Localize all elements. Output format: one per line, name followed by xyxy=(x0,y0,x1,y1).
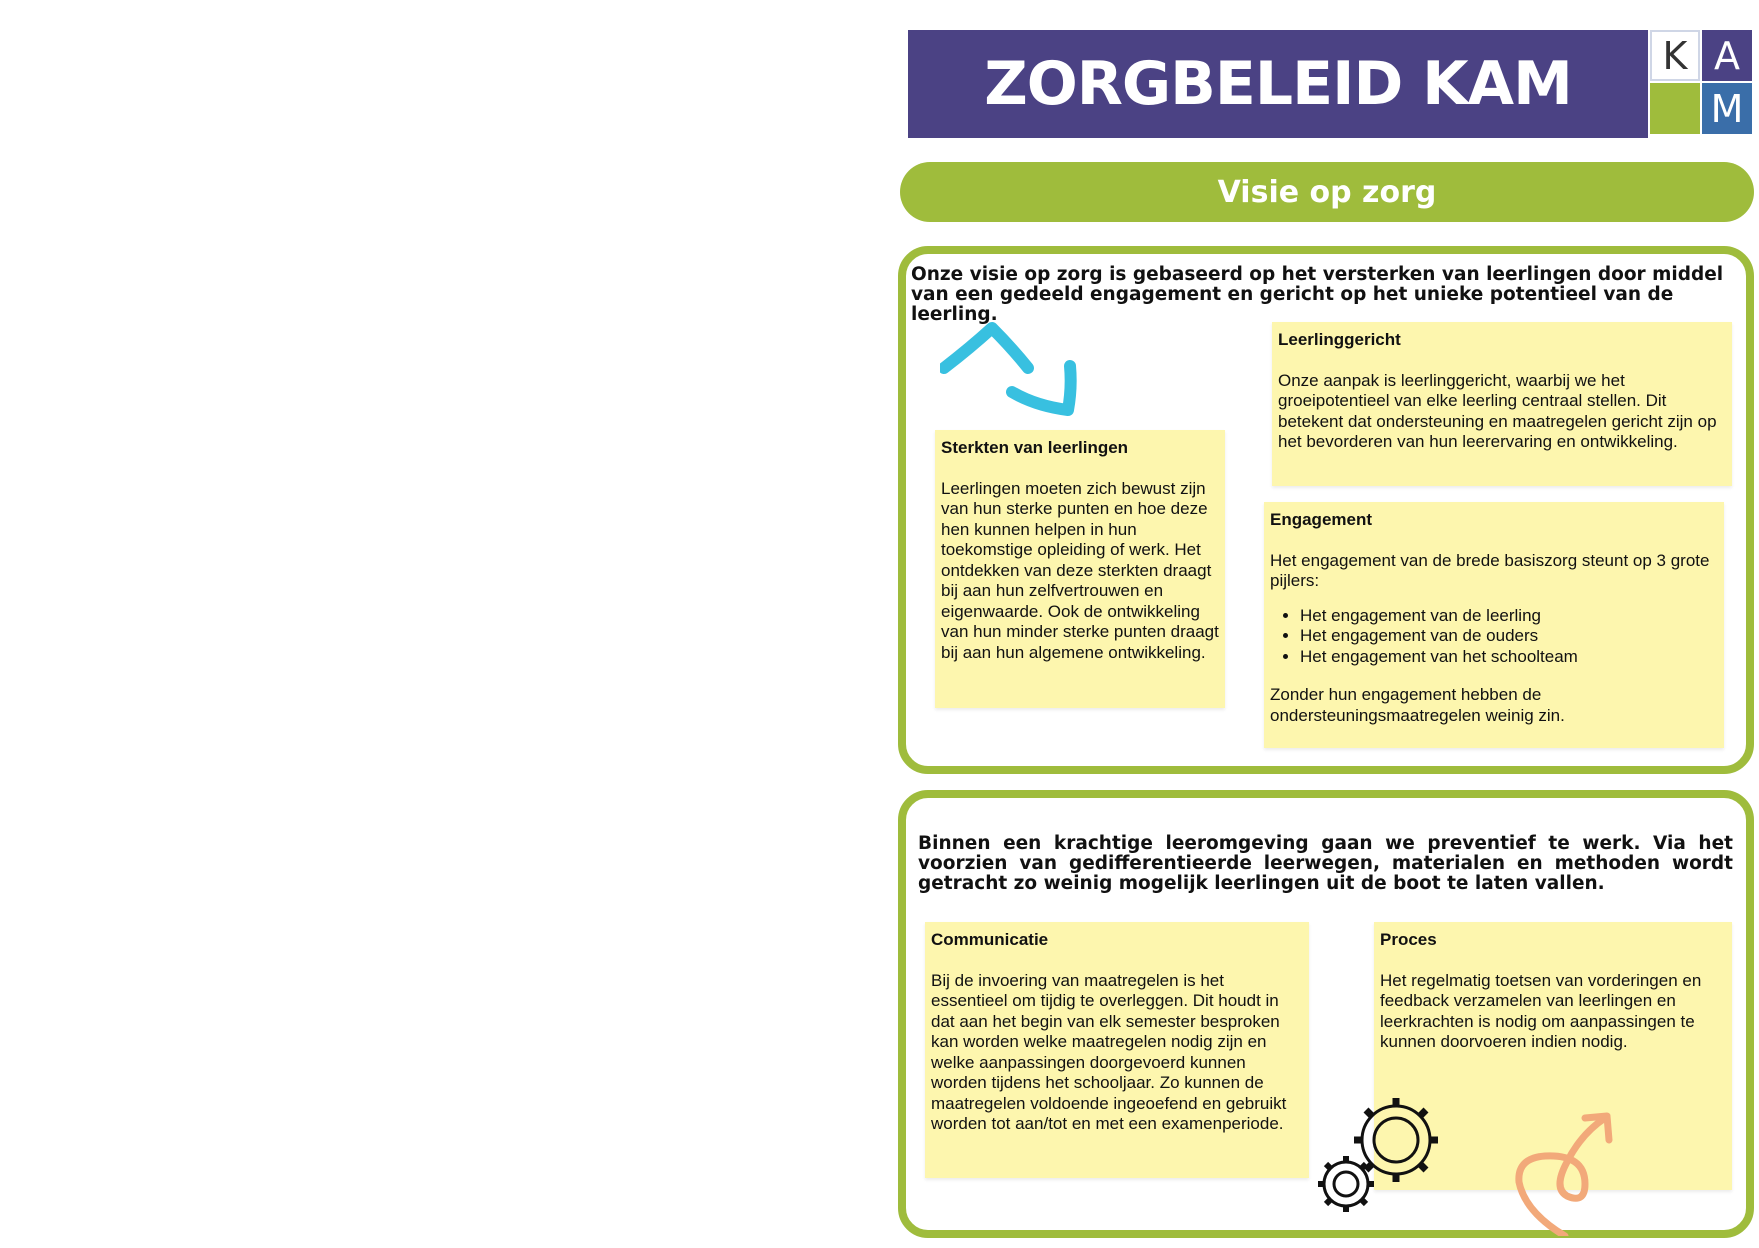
kam-logo xyxy=(1650,30,1754,136)
engagement-list xyxy=(1270,606,1718,668)
note-leerlinggericht-title: Leerlinggericht xyxy=(1278,330,1401,349)
section-title-pill xyxy=(900,162,1754,222)
logo-letter-k: K xyxy=(1650,30,1700,81)
section-title: Visie op zorg xyxy=(1217,174,1437,210)
note-engagement-lead: Het engagement van de brede basiszorg steunt op 3 grote pijlers: xyxy=(1270,550,1710,590)
note-leerlinggericht xyxy=(1272,322,1732,486)
note-proces-title: Proces xyxy=(1380,930,1437,949)
note-leerlinggericht-body: Onze aanpak is leerlinggericht, waarbij we het groeipotentieel van elke leerling centraal stellen. Dit betekent dat ondersteuning en maatregelen gericht zijn op het bevorderen van hun leerervaring en ontwikkeling. xyxy=(1278,370,1717,451)
note-engagement-closing: Zonder hun engagement hebben de ondersteuningsmaatregelen weinig zin. xyxy=(1270,685,1565,725)
note-engagement-title: Engagement xyxy=(1270,510,1373,529)
page-title: ZORGBELEID KAM xyxy=(984,49,1572,119)
cyan-arrow-icon xyxy=(940,318,1080,418)
note-communicatie xyxy=(925,922,1309,1178)
logo-green-block xyxy=(1650,83,1700,134)
gears-icon xyxy=(1310,1090,1450,1220)
logo-letter-m: M xyxy=(1702,83,1752,134)
visie-intro-text: Onze visie op zorg is gebaseerd op het versterken van leerlingen door middel van een gedeeld engagement en gericht op het unieke potentieel van de leerling. xyxy=(911,264,1724,325)
logo-letter-a: A xyxy=(1702,30,1752,81)
leeromgeving-intro-text: Binnen een krachtige leeromgeving gaan we preventief te werk. Via het voorzien van gedifferentieerde leerwegen, materialen en methoden wordt getracht zo weinig mogelijk leerlingen uit de boot te laten vallen. xyxy=(918,833,1733,894)
note-sterkten-body: Leerlingen moeten zich bewust zijn van hun sterke punten en hoe deze hen kunnen helpen in hun toekomstige opleiding of werk. Het ontdekken van deze sterkten draagt bij aan hun zelfvertrouwen en eigenwaarde. Ook de ontwikkeling van hun minder sterke punten draagt bij aan hun algemene ontwikkeling. xyxy=(941,478,1219,662)
list-item: • Het engagement van het schoolteam xyxy=(1300,647,1718,668)
note-sterkten xyxy=(935,430,1225,708)
list-item: • Het engagement van de leerling xyxy=(1300,606,1718,627)
note-communicatie-body: Bij de invoering van maatregelen is het essentieel om tijdig te overleggen. Dit houdt in dat aan het begin van elk semester besproken kan worden welke maatregelen nodig zijn en welke aanpassingen doorgevoerd kunnen worden tijdens het schooljaar. Zo kunnen de maatregelen voldoende ingeoefend en gebruikt worden tot aan/tot en met een examenperiode. xyxy=(931,970,1287,1133)
title-banner xyxy=(908,30,1648,138)
note-proces-body: Het regelmatig toetsen van vorderingen en feedback verzamelen van leerlingen en leerkrachten is nodig om aanpassingen te kunnen doorvoeren indien nodig. xyxy=(1380,970,1702,1051)
orange-swirl-arrow-icon xyxy=(1515,1112,1625,1236)
note-communicatie-title: Communicatie xyxy=(931,930,1049,949)
list-item: • Het engagement van de ouders xyxy=(1300,626,1718,647)
note-sterkten-title: Sterkten van leerlingen xyxy=(941,438,1129,457)
note-engagement xyxy=(1264,502,1724,748)
